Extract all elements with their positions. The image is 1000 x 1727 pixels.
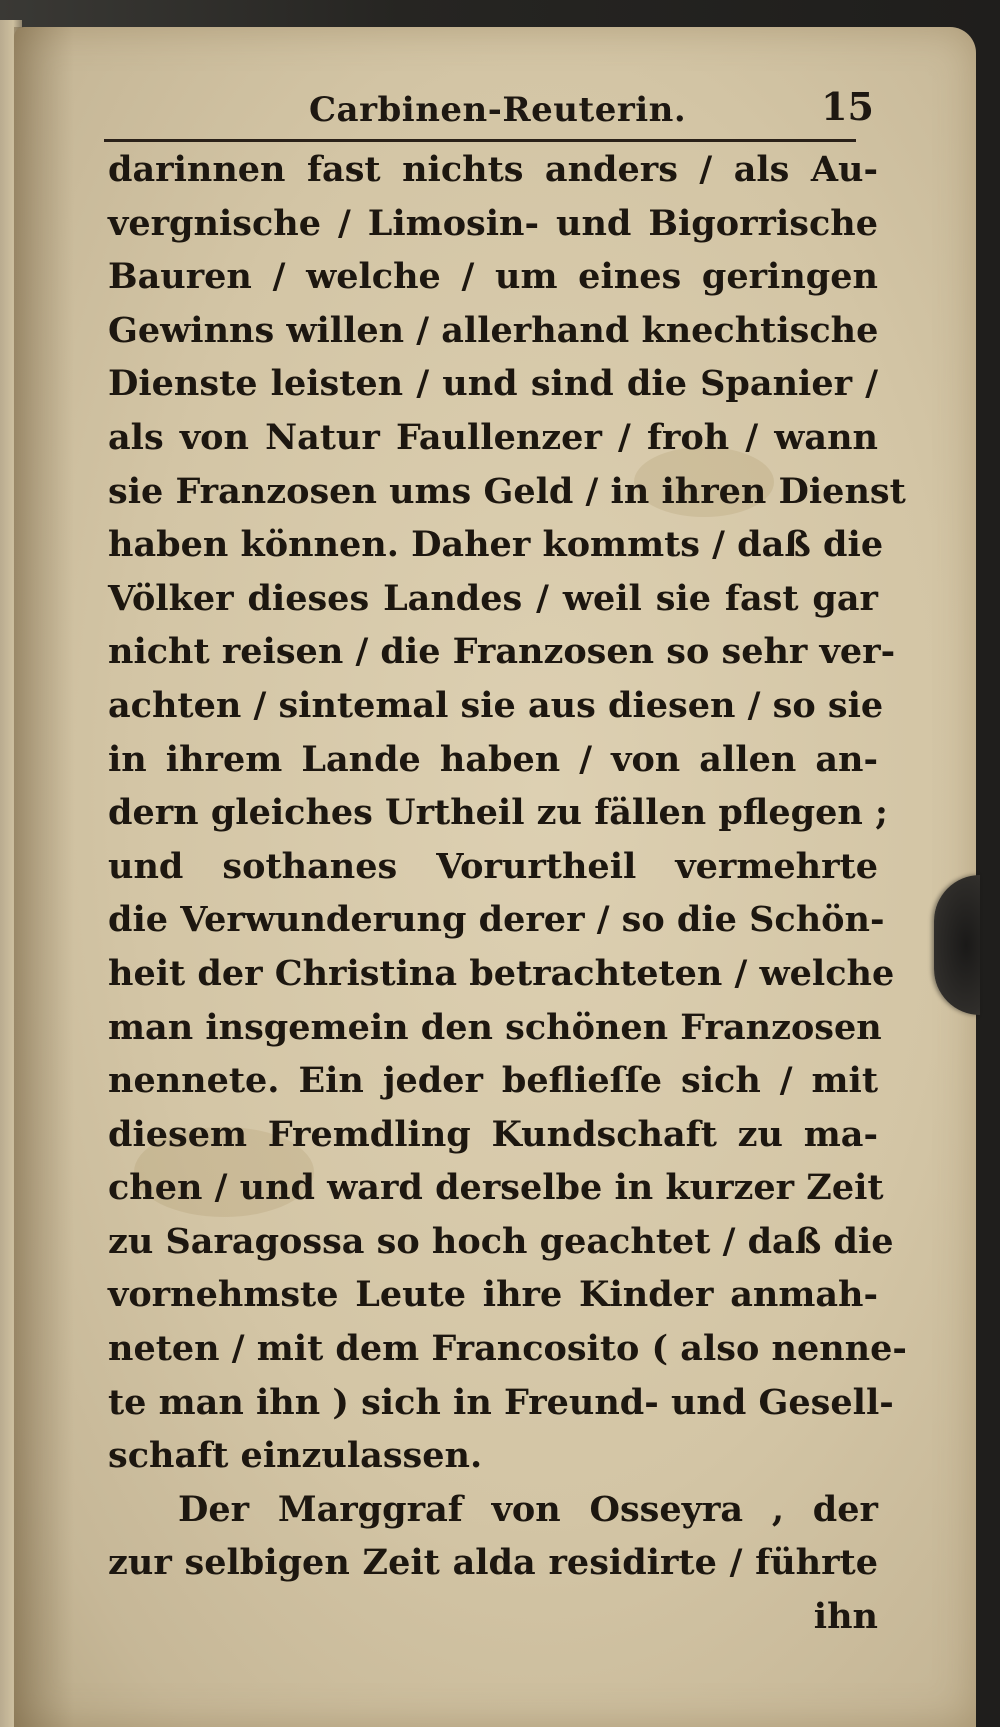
- text-line: als von Natur Faullenzer / froh / wann: [108, 416, 878, 458]
- text-line: sie Franzosen ums Geld / in ihren Dienst: [108, 470, 906, 512]
- text-line: Gewinns willen / allerhand knechtische: [108, 309, 879, 351]
- text-line: chen / und ward derselbe in kurzer Zeit: [108, 1167, 884, 1209]
- paragraph-end-line: schaft einzulassen.: [108, 1435, 483, 1477]
- text-line: Dienste leisten / und sind die Spanier /: [108, 363, 878, 405]
- text-line: zu Saragossa so hoch geachtet / daß die: [108, 1220, 894, 1262]
- book-clasp: [934, 875, 980, 1015]
- text-line: nicht reisen / die Franzosen so sehr ver-: [108, 631, 896, 673]
- paragraph-start-line: Der Marggraf von Osseyra , der: [178, 1488, 878, 1530]
- header-rule: [104, 139, 856, 142]
- page-number: 15: [821, 84, 874, 129]
- text-line: in ihrem Lande haben / von allen an-: [108, 738, 878, 780]
- text-line: die Verwunderung derer / so die Schön-: [108, 899, 885, 941]
- text-line: dern gleiches Urtheil zu fällen pflegen ;: [108, 792, 888, 834]
- text-line: vergnische / Limosin- und Bigorrische: [108, 202, 878, 244]
- text-line: Bauren / welche / um eines geringen: [108, 256, 878, 298]
- text-line: achten / sintemal sie aus diesen / so sie: [108, 684, 884, 726]
- text-line: haben können. Daher kommts / daß die: [108, 524, 884, 566]
- text-line: zur selbigen Zeit alda residirte / führte: [108, 1542, 878, 1584]
- text-line: diesem Fremdling Kundschaft zu ma-: [108, 1113, 878, 1155]
- text-line: man insgemein den schönen Franzosen: [108, 1006, 882, 1048]
- body-text: [108, 143, 907, 1644]
- text-line: nennete. Ein jeder beflieſſe sich / mit: [108, 1060, 878, 1102]
- text-line: neten / mit dem Francosito ( also nenne-: [108, 1328, 907, 1370]
- text-line: vornehmste Leute ihre Kinder anmah-: [108, 1274, 878, 1316]
- page-header: [104, 86, 874, 138]
- running-head: Carbinen-Reuterin.: [309, 90, 687, 130]
- text-line: heit der Christina betrachteten / welche: [108, 952, 895, 994]
- catchword: ihn: [813, 1596, 878, 1638]
- text-line: te man ihn ) sich in Freund- und Gesell-: [108, 1381, 894, 1423]
- text-line: darinnen fast nichts anders / als Au-: [108, 149, 878, 190]
- text-line: und sothanes Vorurtheil vermehrte: [108, 845, 878, 887]
- text-line: Völker dieses Landes / weil sie fast gar: [108, 577, 878, 619]
